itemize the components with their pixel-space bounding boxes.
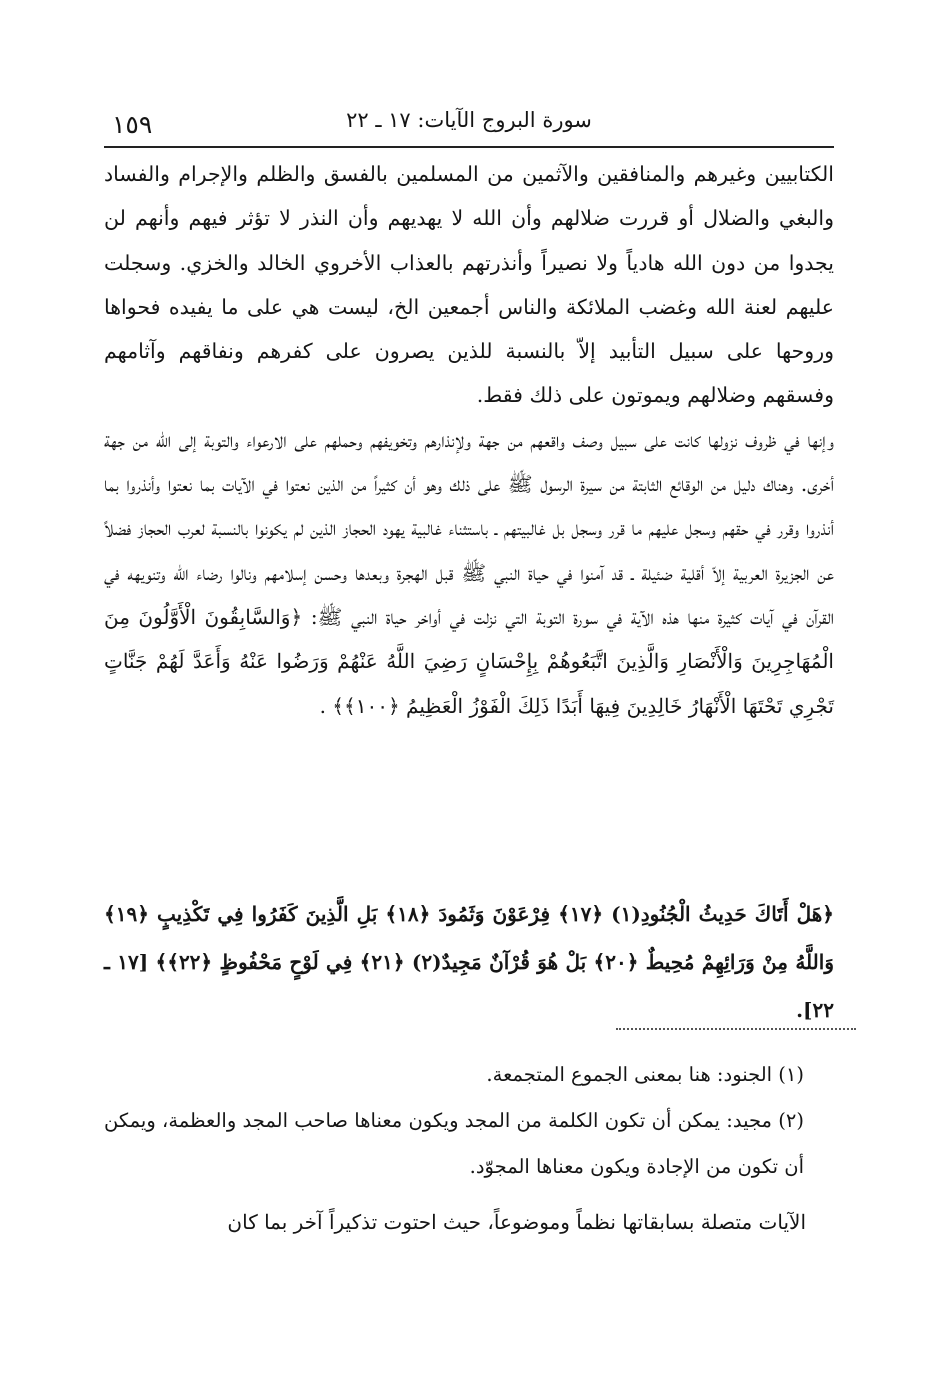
paragraph-2: [104, 418, 834, 728]
footnote-2: (٢) مجيد: يمكن أن تكون الكلمة من المجد ويكون معناها صاحب المجد والعظمة، ويمكن أن تكون من الإجادة ويكون معناها المجوّد.: [104, 1109, 804, 1178]
quran-verse-block: ﴿هَلْ أَتَاكَ حَدِيثُ الْجُنُودِ(١) ﴿١٧﴾ فِرْعَوْنَ وَثَمُودَ ﴿١٨﴾ بَلِ الَّذِينَ كَفَرُوا فِي تَكْذِيبٍ ﴿١٩﴾ وَاللَّهُ مِنْ وَرَائِهِمْ مُحِيطٌ ﴿٢٠﴾ بَلْ هُوَ قُرْآنٌ مَجِيدٌ(٢) ﴿٢١﴾ فِي لَوْحٍ مَحْفُوظٍ ﴿٢٢﴾﴾ [١٧ ـ ٢٢].: [104, 902, 834, 1022]
footnotes: [104, 1052, 834, 1190]
paragraph-1: الكتابيين وغيرهم والمنافقين والآثمين من المسلمين بالفسق والظلم والإجرام والفساد والبغي والضلال أو قررت ضلالهم وأن الله لا يهديهم وأن النذر لا تؤثر فيهم وأنهم لن يجدوا من دون الله هادياً ولا نصيراً وأنذرتهم بالعذاب الأخروي الخالد والخزي. وسجلت عليهم لعنة الله وغضب الملائكة والناس أجمعين الخ، ليست هي على ما يفيده فحواها وروحها على سبيل التأبيد إلاّ بالنسبة للذين يصرون على كفرهم ونفاقهم وآثامهم وفسقهم وضلالهم ويموتون على ذلك فقط.: [104, 162, 834, 408]
running-title: سورة البروج الآيات: ١٧ ـ ٢٢: [346, 108, 592, 132]
page-number: ١٥٩: [112, 110, 153, 139]
paragraph-2-text: وإنها في ظروف نزولها كانت على سبيل وصف واقعهم من جهة ولإنذارهم وتخويفهم وحملهم على الارعواء والتوبة إلى الله من جهة أخرى. وهناك دليل من الوقائع الثابتة من سيرة الرسول ﷺ على ذلك وهو أن كثيراً من الذين نعتوا في الآيات بما نعتوا وأنذروا بما أنذروا وقرر في حقهم وسجل عليهم ما قرر وسجل بل غالبيتهم ـ باستثناء غالبية يهود الحجاز الذين لم يكونوا بالنسبة لعرب الحجاز فضلاً عن الجزيرة العربية إلاّ أقلية ضئيلة ـ قد آمنوا في حياة النبي ﷺ قبل الهجرة وبعدها وحسن إسلامهم ونالوا رضاء الله وتنويهه في القرآن في آيات كثيرة منها هذه الآية في سورة التوبة التي نزلت في أواخر حياة النبي ﷺ:: [104, 427, 834, 629]
page-header: [104, 104, 834, 144]
footnote-1: (١) الجنود: هنا بمعنى الجموع المتجمعة.: [486, 1063, 804, 1086]
quoted-verse: ﴿وَالسَّابِقُونَ الْأَوَّلُونَ مِنَ الْمُهَاجِرِينَ وَالْأَنْصَارِ وَالَّذِينَ اتَّبَعُوهُمْ بِإِحْسَانٍ رَضِيَ اللَّهُ عَنْهُمْ وَرَضُوا عَنْهُ وَأَعَدَّ لَهُمْ جَنَّاتٍ تَجْرِي تَحْتَهَا الْأَنْهَارُ خَالِدِينَ فِيهَا أَبَدًا ذَلِكَ الْفَوْزُ الْعَظِيمُ ﴿١٠٠﴾﴾ .: [104, 604, 834, 718]
closing-line: الآيات متصلة بسابقاتها نظماً وموضوعاً، حيث احتوت تذكيراً آخر بما كان: [227, 1210, 806, 1234]
header-rule: [104, 146, 834, 148]
body-text: [104, 152, 834, 728]
footnote-separator: [616, 1028, 856, 1030]
